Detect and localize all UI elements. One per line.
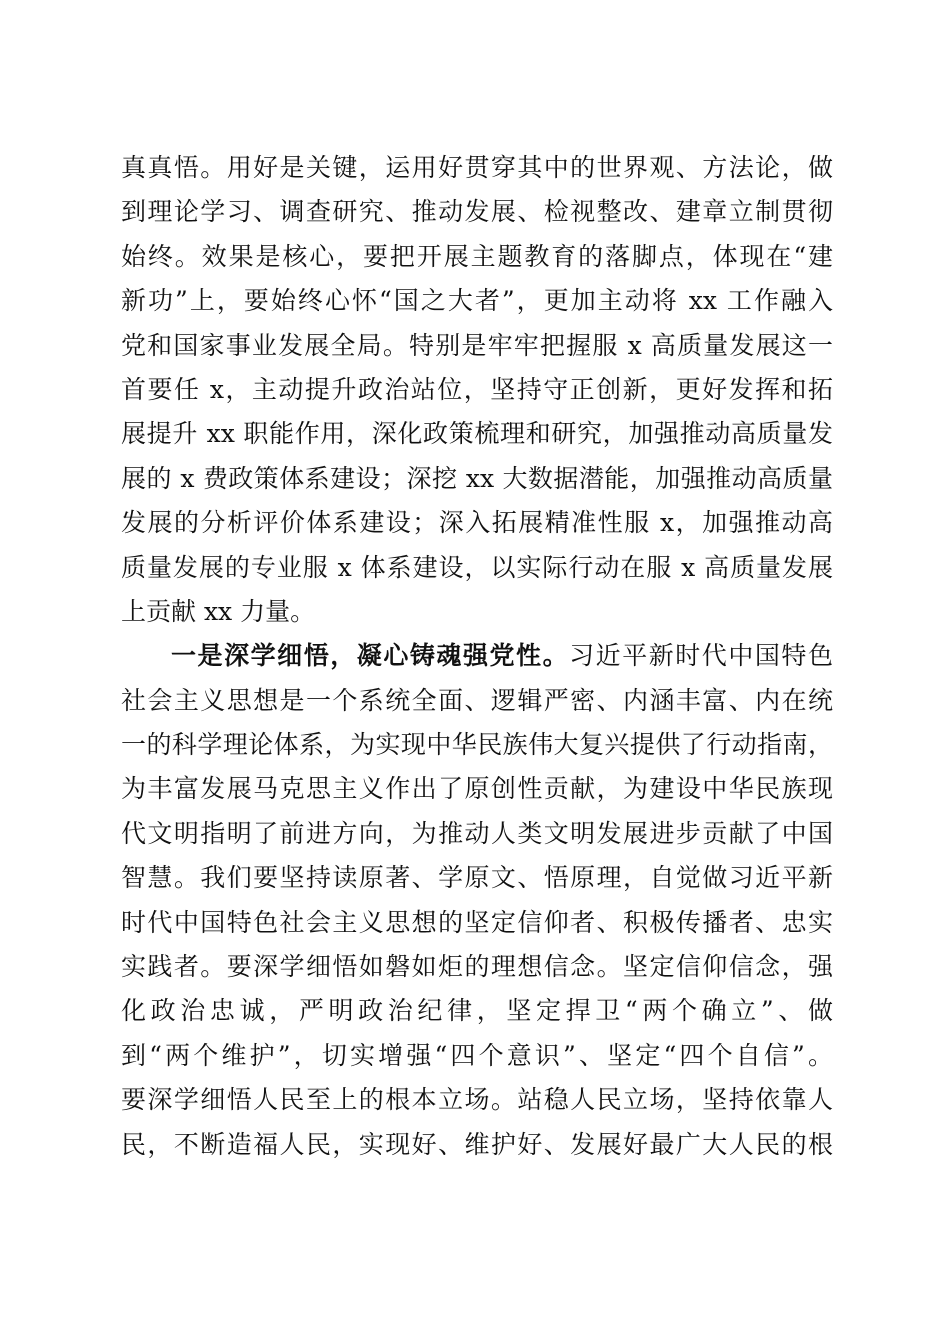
paragraph-2-line: 为丰富发展马克思主义作出了原创性贡献，为建设中华民族现 bbox=[121, 774, 833, 804]
paragraph-2-first-line bbox=[121, 634, 833, 678]
paragraph-1-line: 展的 x 费政策体系建设；深挖 xx 大数据潜能，加强推动高质量 bbox=[121, 463, 833, 493]
paragraph-1 bbox=[121, 146, 833, 634]
paragraph-2-line: 智慧。我们要坚持读原著、学原文、悟原理，自觉做习近平新 bbox=[121, 863, 833, 893]
paragraph-2-line: 一的科学理论体系，为实现中华民族伟大复兴提供了行动指南， bbox=[121, 730, 833, 760]
paragraph-2 bbox=[121, 634, 833, 1167]
paragraph-2-first-line-text: 习近平新时代中国特色 bbox=[569, 641, 833, 671]
paragraph-2-line: 要深学细悟人民至上的根本立场。站稳人民立场，坚持依靠人 bbox=[121, 1085, 833, 1115]
paragraph-2-line: 到“两个维护”，切实增强“四个意识”、坚定“四个自信”。 bbox=[121, 1040, 833, 1070]
paragraph-1-line: 发展的分析评价体系建设；深入拓展精准性服 x，加强推动高 bbox=[121, 508, 833, 538]
paragraph-2-line: 代文明指明了前进方向，为推动人类文明发展进步贡献了中国 bbox=[121, 818, 833, 848]
paragraph-1-line: 首要任 x，主动提升政治站位，坚持守正创新，更好发挥和拓 bbox=[121, 374, 833, 404]
paragraph-1-line: 质量发展的专业服 x 体系建设，以实际行动在服 x 高质量发展 bbox=[121, 552, 833, 582]
paragraph-1-line: 到理论学习、调查研究、推动发展、检视整改、建章立制贯彻 bbox=[121, 197, 833, 227]
paragraph-2-line: 民，不断造福人民，实现好、维护好、发展好最广大人民的根 bbox=[121, 1129, 833, 1159]
paragraph-1-line: 展提升 xx 职能作用，深化政策梳理和研究，加强推动高质量发 bbox=[121, 419, 833, 449]
paragraph-2-line: 化政治忠诚，严明政治纪律，坚定捍卫“两个确立”、做 bbox=[121, 996, 833, 1026]
paragraph-2-line: 时代中国特色社会主义思想的坚定信仰者、积极传播者、忠实 bbox=[121, 907, 833, 937]
paragraph-2-line: 实践者。要深学细悟如磐如炬的理想信念。坚定信仰信念，强 bbox=[121, 952, 833, 982]
paragraph-1-line: 始终。效果是核心，要把开展主题教育的落脚点，体现在“建 bbox=[121, 241, 833, 271]
paragraph-1-line: 真真悟。用好是关键，运用好贯穿其中的世界观、方法论，做 bbox=[121, 153, 833, 182]
paragraph-1-line: 新功”上，要始终心怀“国之大者”，更加主动将 xx 工作融入 bbox=[121, 286, 833, 316]
document-body bbox=[121, 146, 833, 1167]
paragraph-1-line: 上贡献 xx 力量。 bbox=[121, 596, 316, 626]
paragraph-2-line: 社会主义思想是一个系统全面、逻辑严密、内涵丰富、内在统 bbox=[121, 685, 833, 715]
paragraph-1-line: 党和国家事业发展全局。特别是牢牢把握服 x 高质量发展这一 bbox=[121, 330, 833, 360]
section-heading: 一是深学细悟，凝心铸魂强党性。 bbox=[171, 641, 570, 671]
